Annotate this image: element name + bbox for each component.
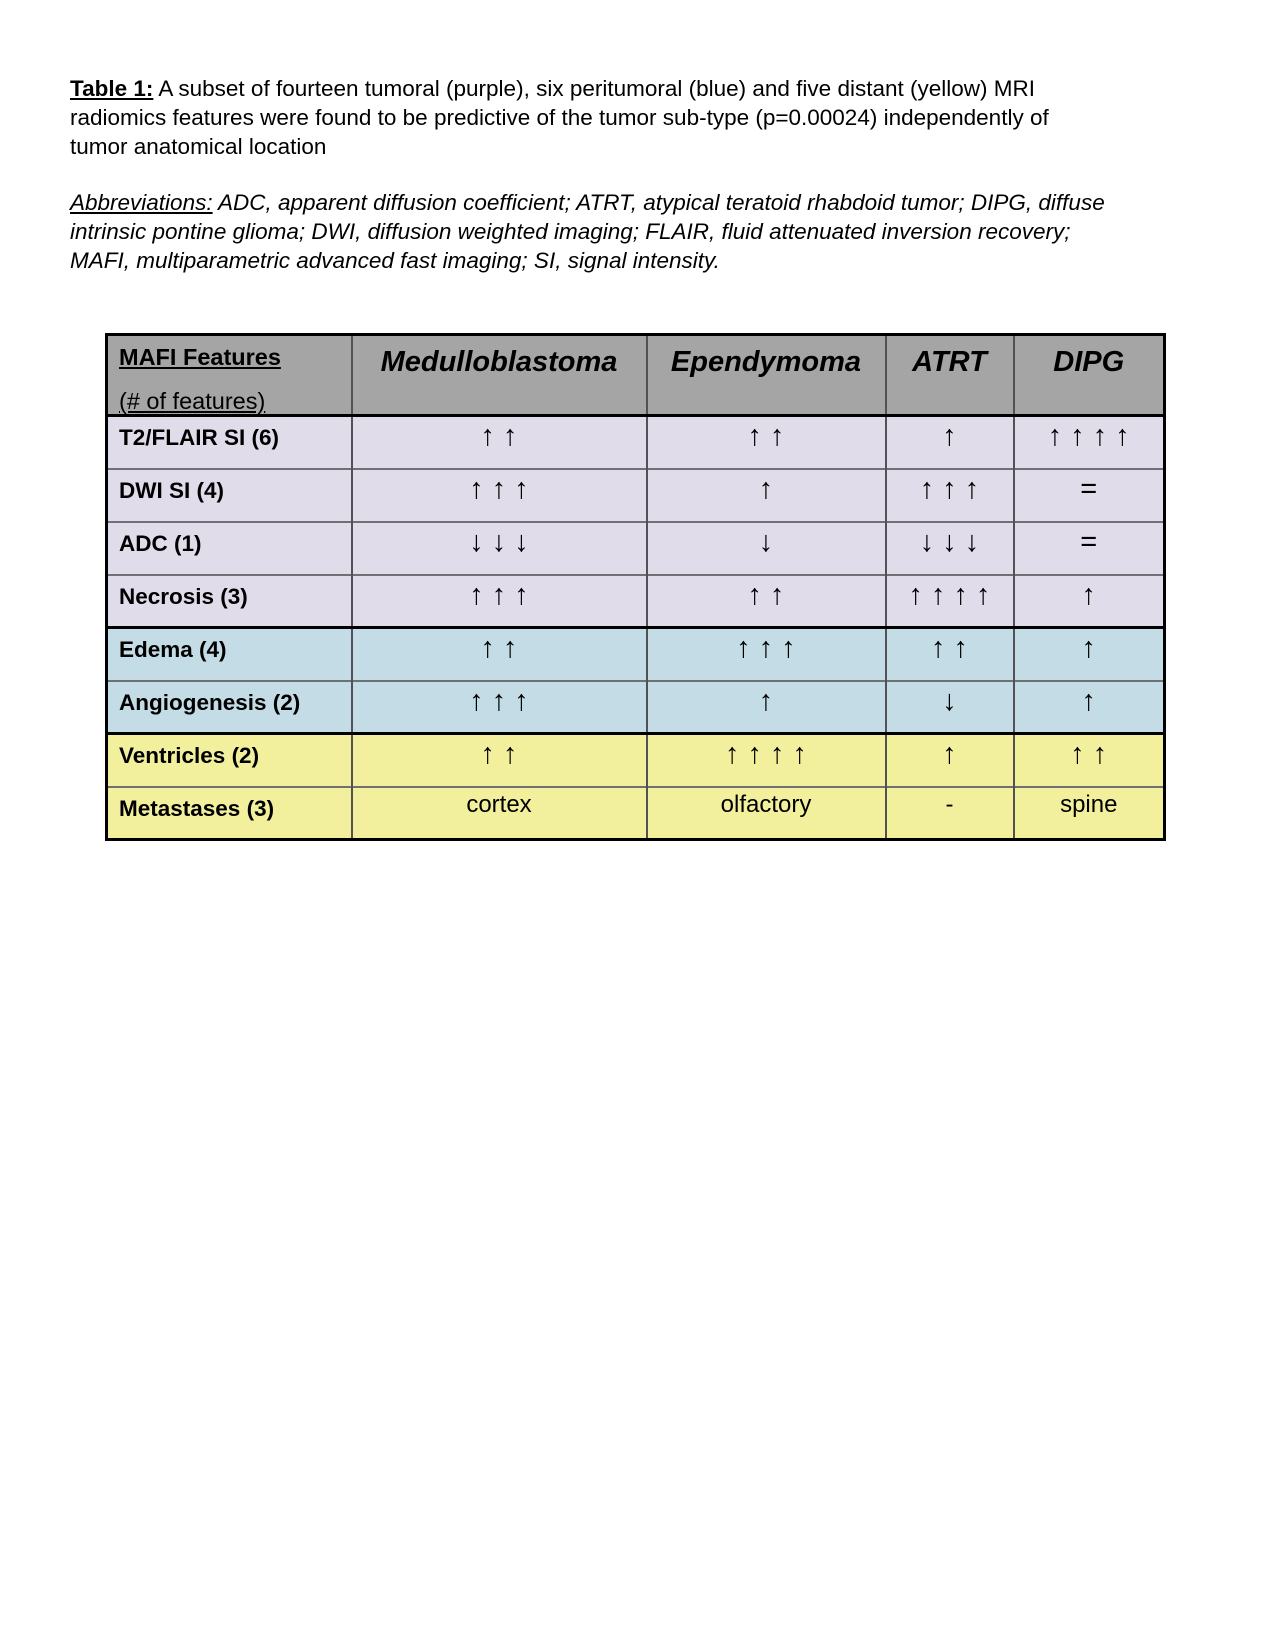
cell-value: olfactory: [647, 787, 886, 840]
feature-label: Ventricles (2): [107, 734, 352, 787]
feature-label: Angiogenesis (2): [107, 681, 352, 734]
cell-value: ↑↑↑: [352, 469, 647, 522]
cell-value: ↑↑↑↑: [1014, 416, 1165, 469]
table-row-metastases: [107, 787, 1165, 840]
cell-value: ↑: [1014, 628, 1165, 681]
table-row-edema: [107, 628, 1165, 681]
table-row-adc: [107, 522, 1165, 575]
cell-value: ↑: [647, 469, 886, 522]
cell-value: ↑↑↑↑: [647, 734, 886, 787]
cell-value: ↑↑↑: [352, 681, 647, 734]
table-row-necrosis: [107, 575, 1165, 628]
cell-value: ↓: [886, 681, 1014, 734]
table-row-dwi-si: [107, 469, 1165, 522]
table-caption-text: A subset of fourteen tumoral (purple), six peritumoral (blue) and five distant (yellow) MRI radiomics features were found to be predictive of the tumor sub-type (p=0.00024) independently of tumor anatomical location: [70, 76, 1049, 159]
cell-value: ↑: [886, 734, 1014, 787]
feature-label: Metastases (3): [107, 787, 352, 840]
table-header-row: [107, 335, 1165, 416]
cell-value: ↑↑↑: [352, 575, 647, 628]
cell-value: ↑↑↑: [886, 469, 1014, 522]
cell-value: ↓↓↓: [352, 522, 647, 575]
radiomics-features-table: [105, 333, 1166, 841]
cell-value: ↑: [1014, 681, 1165, 734]
column-header-dipg: DIPG: [1014, 335, 1165, 416]
feature-label: DWI SI (4): [107, 469, 352, 522]
table-caption-label: Table 1:: [70, 76, 154, 101]
column-header-atrt: ATRT: [886, 335, 1014, 416]
cell-value: ↓↓↓: [886, 522, 1014, 575]
cell-value: ↑: [1014, 575, 1165, 628]
cell-value: spine: [1014, 787, 1165, 840]
cell-value: ↑↑: [647, 416, 886, 469]
cell-value: cortex: [352, 787, 647, 840]
feature-label: ADC (1): [107, 522, 352, 575]
cell-value: ↑↑: [886, 628, 1014, 681]
cell-value: ↑: [647, 681, 886, 734]
table-row-ventricles: [107, 734, 1165, 787]
cell-value: ↑↑↑: [647, 628, 886, 681]
corner-header-line1: MAFI Features: [119, 344, 281, 370]
cell-value: ↓: [647, 522, 886, 575]
cell-value: ↑↑: [647, 575, 886, 628]
cell-value: =: [1014, 522, 1165, 575]
cell-value: -: [886, 787, 1014, 840]
abbreviations-label: Abbreviations:: [70, 190, 213, 215]
cell-value: ↑↑↑↑: [886, 575, 1014, 628]
cell-value: ↑: [886, 416, 1014, 469]
cell-value: =: [1014, 469, 1165, 522]
cell-value: ↑↑: [1014, 734, 1165, 787]
feature-label: Edema (4): [107, 628, 352, 681]
cell-value: ↑↑: [352, 734, 647, 787]
table-caption: [70, 74, 1112, 161]
cell-value: ↑↑: [352, 628, 647, 681]
corner-header-line2: (# of features): [119, 388, 266, 414]
column-header-medulloblastoma: Medulloblastoma: [352, 335, 647, 416]
corner-header-cell: [107, 335, 352, 416]
abbreviations-text: ADC, apparent diffusion coefficient; ATRT, atypical teratoid rhabdoid tumor; DIPG, diffuse intrinsic pontine glioma; DWI, diffusion weighted imaging; FLAIR, fluid attenuated inversion recovery; MAFI, multiparametric advanced fast imaging; SI, signal intensity.: [70, 190, 1105, 273]
column-header-ependymoma: Ependymoma: [647, 335, 886, 416]
table-row-angiogenesis: [107, 681, 1165, 734]
abbreviations-paragraph: [70, 188, 1112, 275]
cell-value: ↑↑: [352, 416, 647, 469]
feature-label: Necrosis (3): [107, 575, 352, 628]
feature-label: T2/FLAIR SI (6): [107, 416, 352, 469]
table-row-t2-flair-si: [107, 416, 1165, 469]
